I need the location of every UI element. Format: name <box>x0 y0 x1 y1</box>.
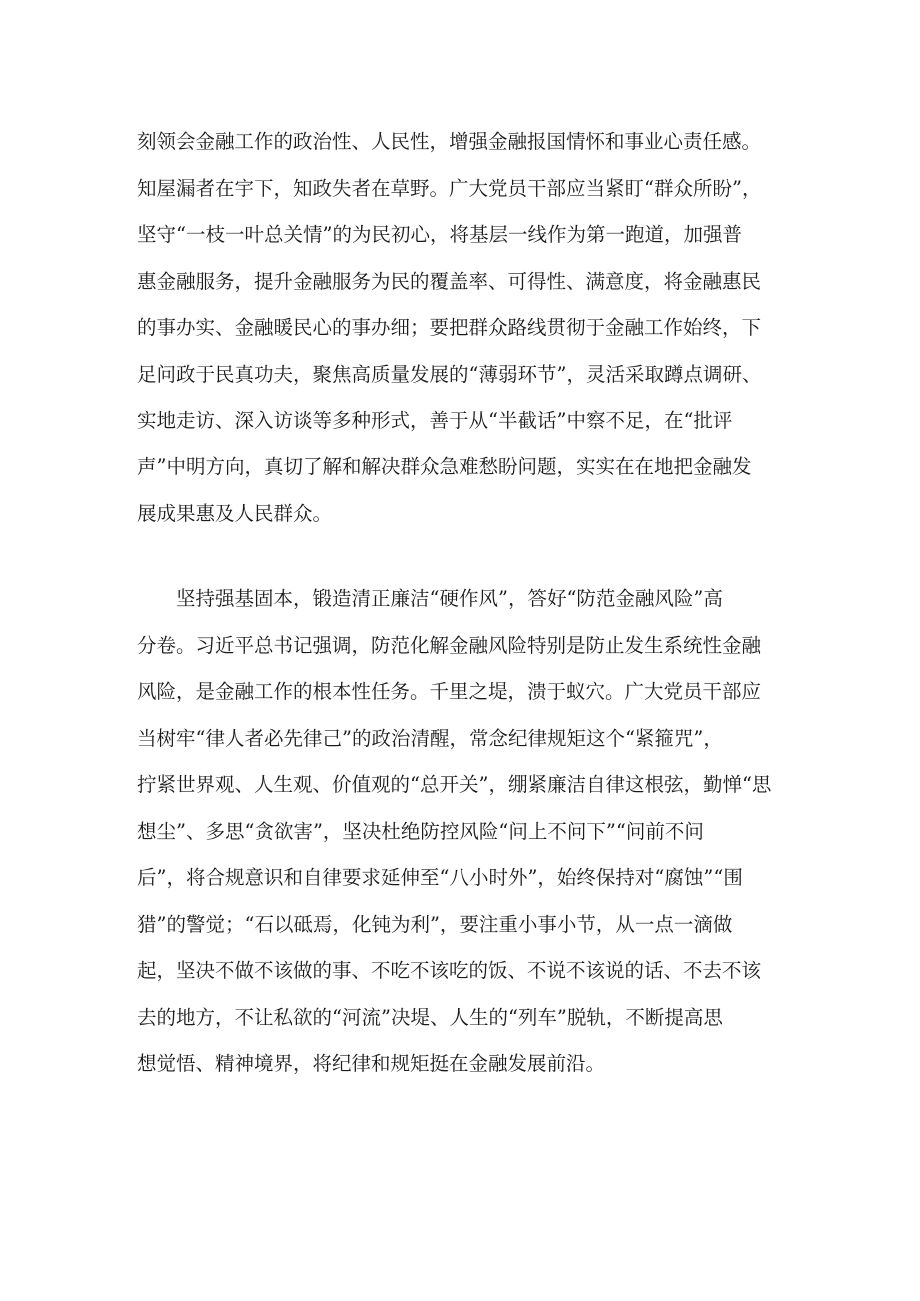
paragraph-line: 知屋漏者在宇下，知政失者在草野。广大党员干部应当紧盯“群众所盼”， <box>137 177 762 200</box>
paragraph-line: 起，坚决不做不该做的事、不吃不该吃的饭、不说不该说的话、不去不该 <box>137 959 762 982</box>
paragraph-line: 想觉悟、精神境界，将纪律和规矩挺在金融发展前沿。 <box>137 1052 606 1075</box>
paragraph-line: 分卷。习近平总书记强调，防范化解金融风险特别是防止发生系统性金融 <box>137 634 762 657</box>
paragraph-line: 刻领会金融工作的政治性、人民性，增强金融报国情怀和事业心责任感。 <box>137 130 762 153</box>
paragraph-line: 展成果惠及人民群众。 <box>137 502 333 525</box>
paragraph-line: 去的地方，不让私欲的“河流”决堤、人生的“列车”脱轨，不断提高思 <box>137 1006 723 1029</box>
paragraph-line: 实地走访、深入访谈等多种形式，善于从“半截话”中察不足，在“批评 <box>137 409 733 432</box>
paragraph-line: 坚守“一枝一叶总关情”的为民初心，将基层一线作为第一跑道，加强普 <box>137 223 742 246</box>
paragraph-line: 拧紧世界观、人生观、价值观的“总开关”，绷紧廉洁自律这根弦，勤惮“思 <box>137 773 772 796</box>
paragraph-line: 想尘”、多思“贪欲害”，坚决杜绝防控风险“问上不问下”“问前不问 <box>137 820 704 843</box>
paragraph-line: 足问政于民真功夫，聚焦高质量发展的“薄弱环节”，灵活采取蹲点调研、 <box>137 363 762 386</box>
paragraph-line: 当树牢“律人者必先律己”的政治清醒，常念纪律规矩这个“紧箍咒”， <box>137 727 723 750</box>
paragraph-line: 风险，是金融工作的根本性任务。千里之堤，溃于蚁穴。广大党员干部应 <box>137 680 762 703</box>
paragraph-line: 的事办实、金融暖民心的事办细；要把群众路线贯彻于金融工作始终，下 <box>137 316 762 339</box>
paragraph-line: 坚持强基固本，锻造清正廉洁“硬作风”，答好“防范金融风险”高 <box>176 587 723 610</box>
paragraph-line: 猎”的警觉；“石以砥焉，化钝为利”，要注重小事小节，从一点一滴做 <box>137 913 733 936</box>
paragraph-line: 惠金融服务，提升金融服务为民的覆盖率、可得性、满意度，将金融惠民 <box>137 270 762 293</box>
paragraph-line: 声”中明方向，真切了解和解决群众急难愁盼问题，实实在在地把金融发 <box>137 455 752 478</box>
paragraph-line: 后”，将合规意识和自律要求延伸至“八小时外”，始终保持对“腐蚀”“围 <box>137 866 743 889</box>
